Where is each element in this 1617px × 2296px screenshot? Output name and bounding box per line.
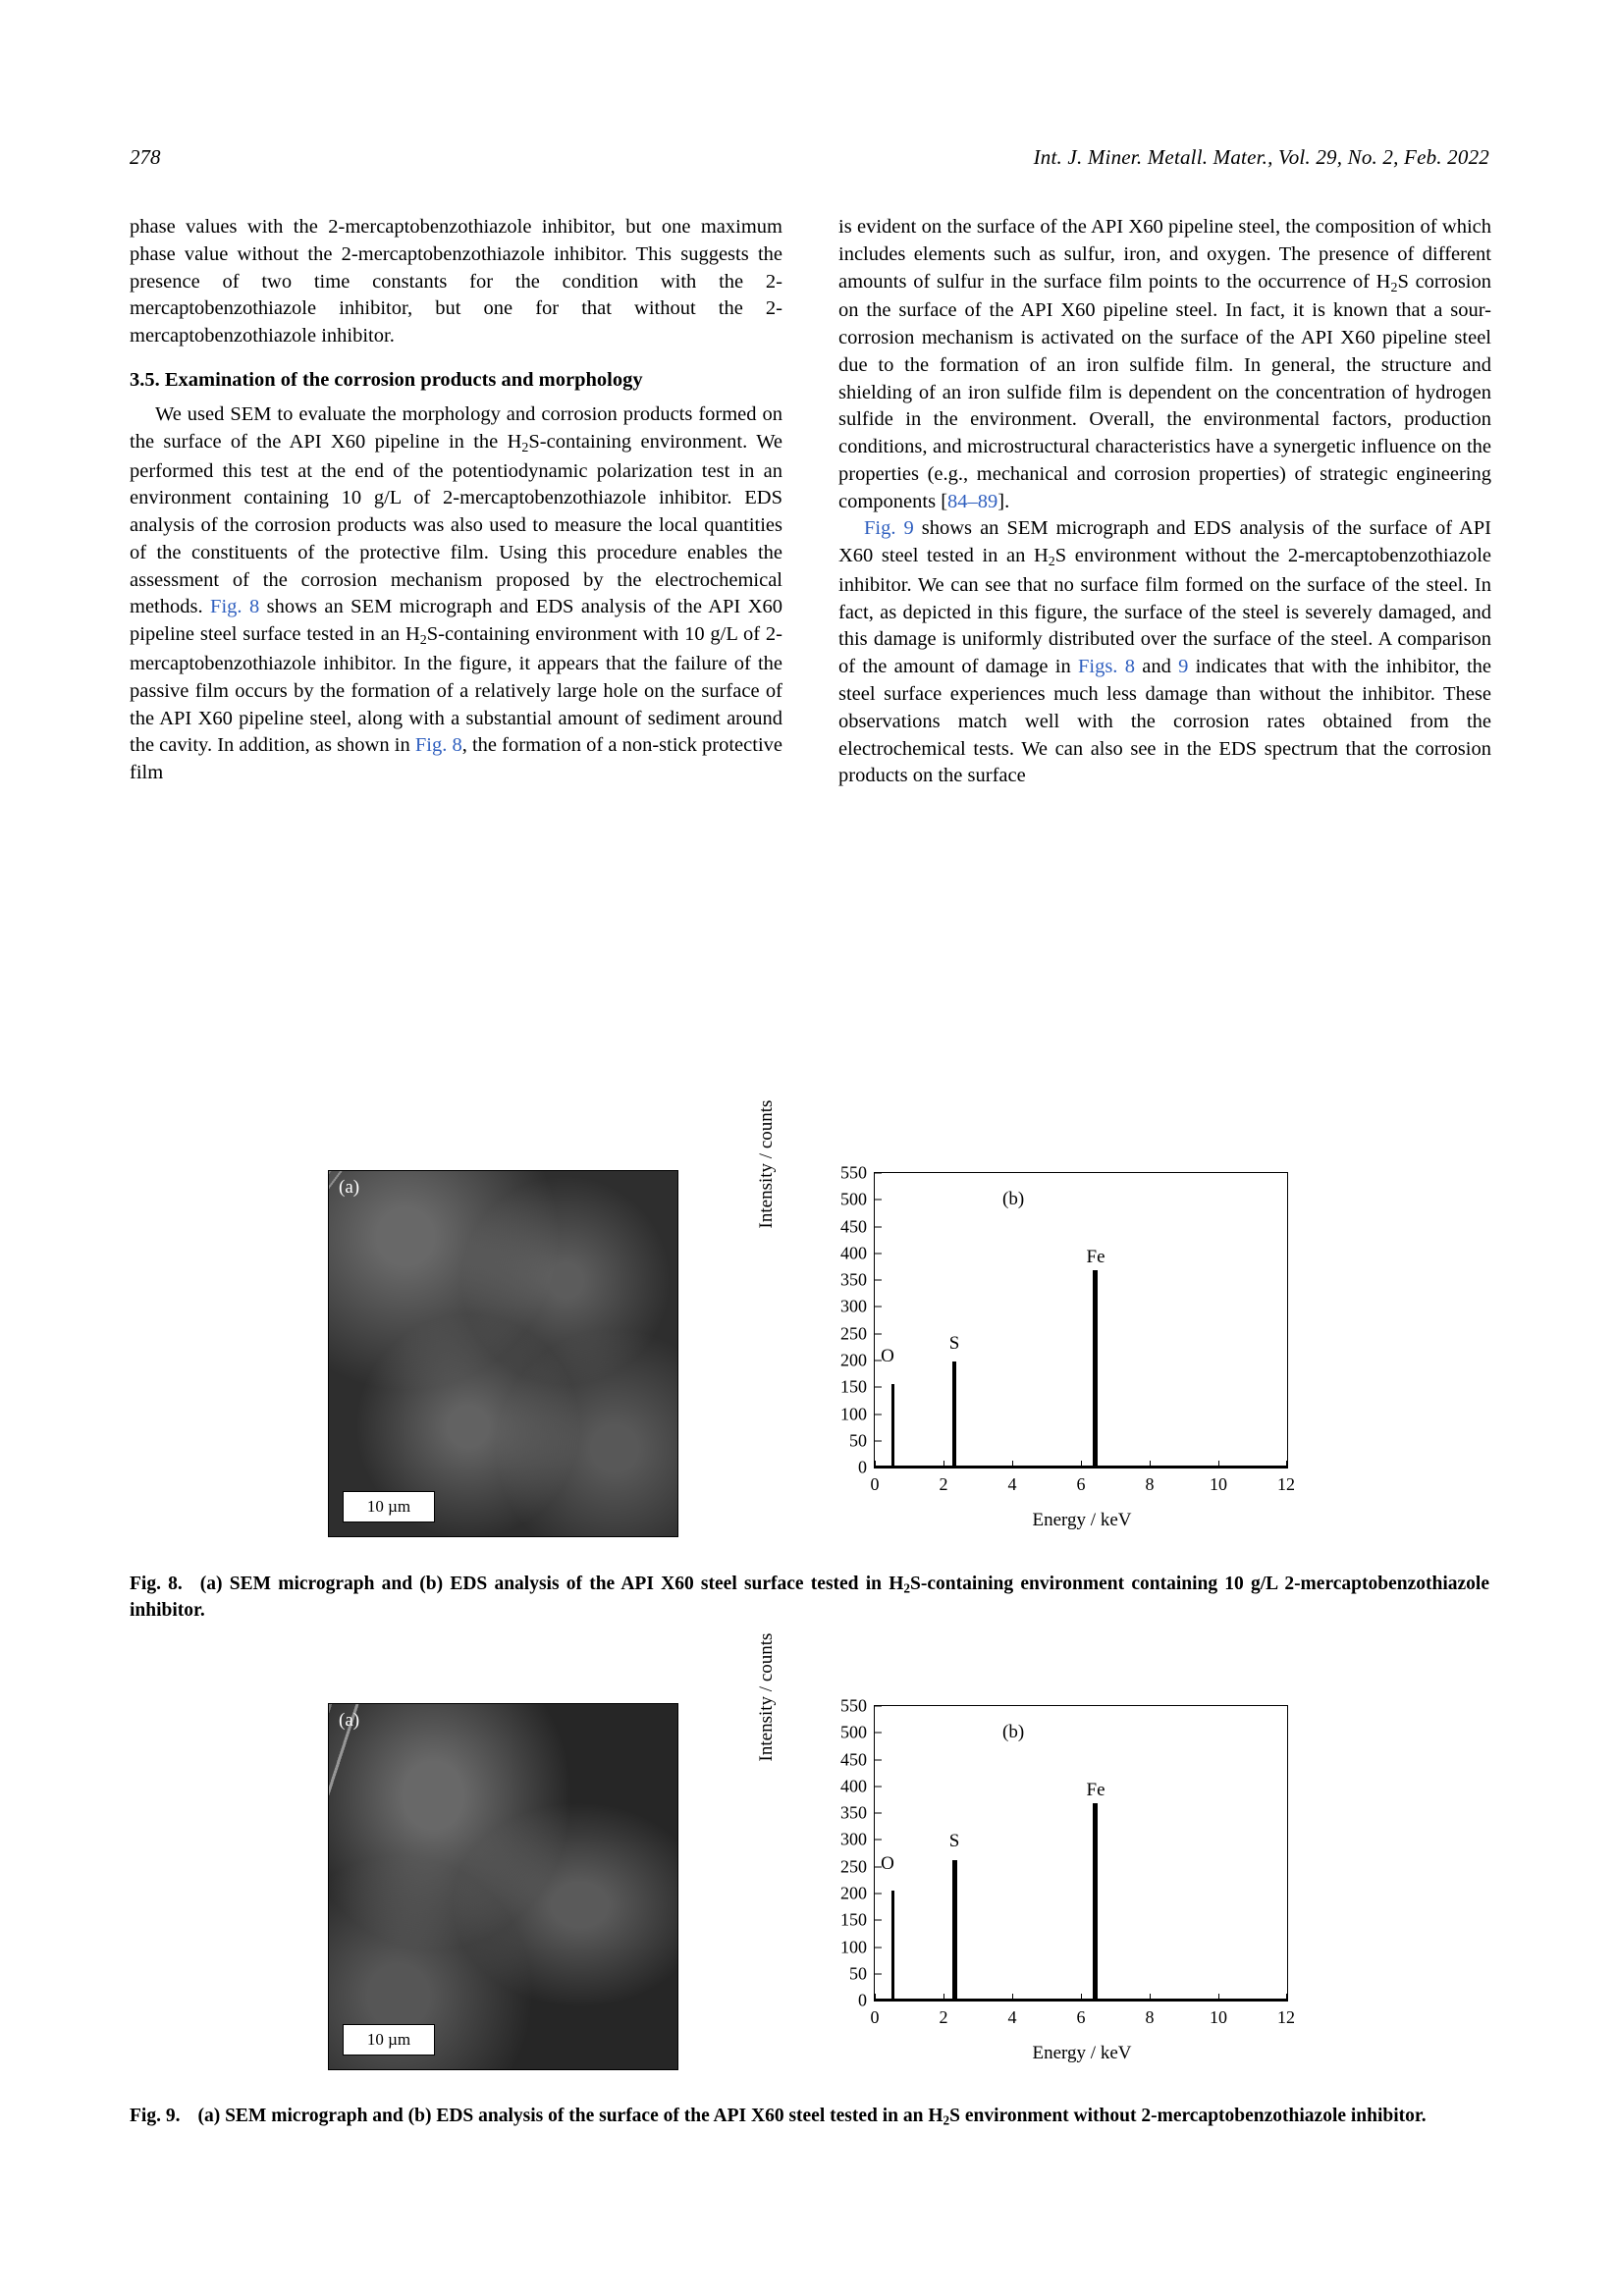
section-heading: 3.5. Examination of the corrosion products and morphology xyxy=(130,368,643,391)
left-column xyxy=(130,214,782,787)
y-tick: 200 xyxy=(840,1883,867,1903)
y-tick: 100 xyxy=(840,1404,867,1423)
y-tick: 500 xyxy=(840,1189,867,1209)
paragraph-text: S-containing environment with 10 g/L of 2-mercaptobenzothiazole inhibitor. In the figure, it appears that the failure of the passive film occurs by the formation of a relatively large hole on the surface of the API X60 pipeline steel, along with a substantial amount of sediment around the cavity. In addition, as shown in xyxy=(130,623,782,757)
peak-label-O: O xyxy=(881,1853,894,1874)
panel-label-b: (b) xyxy=(1002,1722,1025,1742)
paragraph-text: is evident on the surface of the API X60 pipeline steel, the composition of which includes elements such as sulfur, iron, and oxygen. The presence of different amounts of sulfur in the surface film points to the occurrence of H xyxy=(838,216,1491,293)
figure-9-caption xyxy=(130,2104,1489,2130)
paragraph-text: indicates that with the inhibitor, the steel surface experiences much less damage than without the inhibitor. These observations match well with the corrosion rates obtained from the electrochemical tests. We can also see in the EDS spectrum that the corrosion products on the surface xyxy=(838,656,1491,787)
subscript-2: 2 xyxy=(903,1580,910,1596)
x-tick: 10 xyxy=(1210,1474,1227,1494)
x-tick: 12 xyxy=(1277,2007,1295,2027)
subscript-2: 2 xyxy=(1048,555,1055,570)
y-tick: 450 xyxy=(840,1216,867,1236)
sem-micrograph-fig9 xyxy=(328,1703,678,2070)
page-number: 278 xyxy=(130,145,161,169)
peak-S xyxy=(952,1362,956,1468)
y-tick: 0 xyxy=(858,1457,867,1477)
paragraph-text: shows an SEM micrograph and EDS analysis of the API X60 pipeline steel surface tested in an H xyxy=(130,596,783,646)
y-tick: 400 xyxy=(840,1243,867,1263)
link-fig9[interactable]: 9 xyxy=(1178,656,1189,678)
paragraph-text: S corrosion on the surface of the API X60 pipeline steel. In fact, it is known that a sour-corrosion mechanism is activated on the surface of the API X60 pipeline steel due to the formation of an iron sulfide film. In general, the structure and shielding of an iron sulfide film is dependent on the concentration of hydrogen sulfide in the environment. Overall, the environmental factors, production conditions, and microstructural characteristics have a synergetic influence on the properties (e.g., mechanical and corrosion properties) of strategic engineering components [ xyxy=(838,270,1492,512)
caption-text: S-containing environment containing 10 g/L 2-mercaptobenzothiazole inhibitor. xyxy=(130,1574,1489,1621)
y-tick: 150 xyxy=(840,1376,867,1397)
peak-label-Fe: Fe xyxy=(1086,1780,1105,1800)
paragraph-text: S-containing environment. We performed this test at the end of the potentiodynamic polarization test in an environment containing 10 g/L of 2-mercaptobenzothiazole inhibitor. EDS analysis of the corrosion products was also used to measure the local quantities of the constituents of the protective film. Using this procedure enables the assessment of the corrosion mechanism proposed by the electrochemical methods. xyxy=(130,430,782,618)
peak-label-S: S xyxy=(948,1333,960,1354)
x-tick: 4 xyxy=(1007,2007,1017,2027)
panel-label-a: (a) xyxy=(339,1177,360,1198)
peak-S xyxy=(952,1860,957,2001)
right-column xyxy=(838,214,1491,790)
y-tick: 300 xyxy=(840,1296,867,1316)
x-tick: 2 xyxy=(939,1474,948,1494)
link-fig8[interactable]: Fig. 8 xyxy=(414,734,462,757)
y-tick: 500 xyxy=(840,1722,867,1742)
plot-area xyxy=(840,1162,1295,1494)
x-tick: 8 xyxy=(1145,2007,1155,2027)
link-fig8[interactable]: Fig. 8 xyxy=(210,596,260,618)
y-axis-label: Intensity / counts xyxy=(756,1632,777,1762)
figure-8-tag: Fig. 8. xyxy=(130,1574,183,1594)
y-tick: 550 xyxy=(840,1162,867,1183)
paragraph-text: phase values with the 2-mercaptobenzothiazole inhibitor, but one maximum phase value without the 2-mercaptobenzothiazole inhibitor. This suggests the presence of two time constants for the condition with the 2-mercaptobenzothiazole inhibitor, but one for that without the 2-mercaptobenzothiazole inhibitor. xyxy=(130,216,782,347)
caption-text: (a) SEM micrograph and (b) EDS analysis of the API X60 steel surface tested in H xyxy=(199,1574,904,1594)
x-tick: 12 xyxy=(1277,1474,1295,1494)
y-tick: 0 xyxy=(858,1990,867,2010)
subscript-2: 2 xyxy=(419,633,427,649)
caption-text: (a) SEM micrograph and (b) EDS analysis of the surface of the API X60 steel tested in an H xyxy=(197,2106,943,2126)
caption-text: S environment without 2-mercaptobenzothiazole inhibitor. xyxy=(949,2106,1427,2126)
scale-bar: 10 µm xyxy=(343,1491,435,1522)
y-tick: 150 xyxy=(840,1909,867,1930)
eds-chart-fig9 xyxy=(756,1632,1445,2090)
x-tick: 0 xyxy=(870,2007,880,2027)
peak-Fe xyxy=(1093,1270,1098,1468)
panel-label-a: (a) xyxy=(339,1710,360,1731)
y-tick: 200 xyxy=(840,1350,867,1370)
peak-O xyxy=(891,1384,894,1468)
x-tick: 6 xyxy=(1076,1474,1086,1494)
y-tick: 250 xyxy=(840,1856,867,1877)
x-axis-label: Energy / keV xyxy=(1032,2043,1132,2063)
paragraph xyxy=(130,214,782,350)
figure-8-row xyxy=(130,1099,1489,1553)
paragraph xyxy=(130,401,782,787)
y-axis-label: Intensity / counts xyxy=(756,1099,777,1229)
x-tick: 4 xyxy=(1007,1474,1017,1494)
y-tick: 100 xyxy=(840,1937,867,1956)
paragraph xyxy=(838,214,1491,515)
x-tick: 10 xyxy=(1210,2007,1227,2027)
y-tick: 450 xyxy=(840,1749,867,1769)
subscript-2: 2 xyxy=(943,2112,950,2128)
paragraph-text: S environment without the 2-mercaptobenzothiazole inhibitor. We can see that no surface film formed on the surface of the steel. In fact, as depicted in this figure, the surface of the steel is severely damaged, and this damage is uniformly distributed over the surface of the steel. A comparison of the amount of damage in xyxy=(838,545,1491,678)
peak-Fe xyxy=(1093,1803,1098,2001)
paragraph-text: ]. xyxy=(997,490,1010,512)
peak-label-O: O xyxy=(881,1346,894,1366)
x-tick: 2 xyxy=(939,2007,948,2027)
figure-8 xyxy=(130,1099,1489,1553)
y-tick: 350 xyxy=(840,1269,867,1290)
x-tick: 6 xyxy=(1076,2007,1086,2027)
paragraph xyxy=(838,515,1491,790)
paragraph-text: We used SEM to evaluate the morphology and corrosion products formed on the surface of the API X60 pipeline in the H xyxy=(130,403,782,453)
panel-label-b: (b) xyxy=(1002,1189,1025,1209)
paragraph-text: , the formation of a non-stick protective film xyxy=(130,734,782,784)
figure-9-tag: Fig. 9. xyxy=(130,2106,181,2126)
page-header xyxy=(130,145,1489,170)
eds-chart-fig8 xyxy=(756,1099,1445,1557)
scale-bar: 10 µm xyxy=(343,2024,435,2056)
y-tick: 250 xyxy=(840,1323,867,1344)
x-tick: 8 xyxy=(1145,1474,1155,1494)
y-tick: 350 xyxy=(840,1802,867,1823)
sem-micrograph-fig8 xyxy=(328,1170,678,1537)
subscript-2: 2 xyxy=(1390,280,1398,295)
figure-8-caption xyxy=(130,1572,1489,1624)
baseline xyxy=(875,1466,1287,1468)
y-tick: 550 xyxy=(840,1695,867,1716)
x-axis-label: Energy / keV xyxy=(1032,1510,1132,1530)
y-tick: 50 xyxy=(849,1430,867,1451)
peak-label-Fe: Fe xyxy=(1086,1247,1105,1267)
subscript-2: 2 xyxy=(521,440,529,455)
paragraph-text: and xyxy=(1134,656,1179,678)
baseline xyxy=(875,1999,1287,2001)
link-references[interactable]: 84–89 xyxy=(947,490,998,512)
y-tick: 300 xyxy=(840,1829,867,1849)
journal-reference: Int. J. Miner. Metall. Mater., Vol. 29, No. 2, Feb. 2022 xyxy=(1033,145,1489,169)
link-figs8[interactable]: Figs. 8 xyxy=(1077,656,1135,678)
paragraph-text: shows an SEM micrograph and EDS analysis of the surface of API X60 steel tested in an H xyxy=(838,517,1491,567)
peak-O xyxy=(891,1891,894,2001)
figure-9 xyxy=(130,1632,1489,2086)
y-tick: 50 xyxy=(849,1963,867,1984)
y-tick: 400 xyxy=(840,1776,867,1796)
peak-label-S: S xyxy=(948,1831,960,1851)
plot-area xyxy=(840,1695,1295,2027)
link-fig9[interactable]: Fig. 9 xyxy=(864,517,914,540)
x-tick: 0 xyxy=(870,1474,880,1494)
figure-9-row xyxy=(130,1632,1489,2086)
